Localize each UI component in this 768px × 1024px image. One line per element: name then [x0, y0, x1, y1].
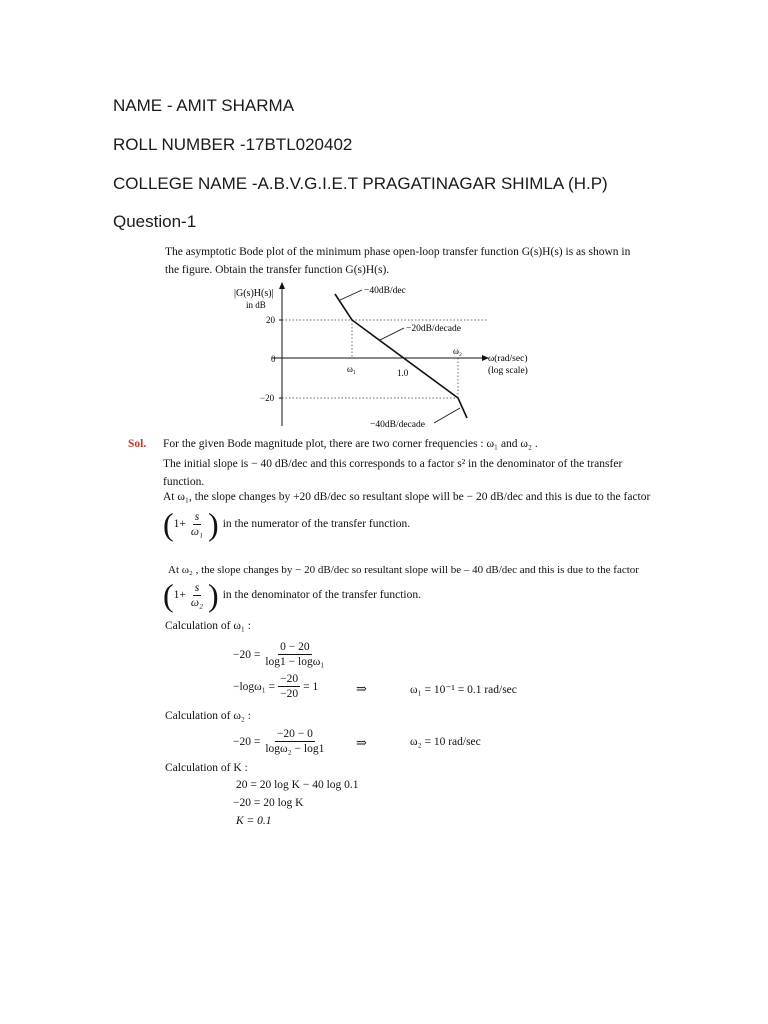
eq3-fraction	[263, 727, 326, 756]
solution-line-5: in the numerator of the transfer function.	[222, 518, 411, 530]
y-tick-0: 0	[271, 354, 276, 364]
eq3-result: ω₂ = 10 rad/sec	[410, 736, 481, 748]
eq1-den: log1 − logω₁	[265, 656, 325, 668]
eq2-fraction	[278, 672, 300, 701]
problem-line-2: the figure. Obtain the transfer function G(s)H(s).	[165, 264, 390, 276]
eq2-den: −20	[280, 688, 299, 700]
college-name: COLLEGE NAME -A.B.V.G.I.E.T PRAGATINAGAR SHIMLA (H.P)	[113, 174, 608, 193]
eq1-fraction	[263, 640, 326, 669]
eq2-implies: ⇒	[356, 681, 367, 696]
solution-line-7: in the denominator of the transfer function.	[222, 589, 422, 601]
factor-one-plus: 1+	[173, 518, 186, 530]
x-tick-w1: ω₁	[347, 364, 357, 374]
k-equation-2: −20 = 20 log K	[233, 797, 304, 809]
solution-line-3: function.	[163, 476, 205, 488]
y-axis-label-line2: in dB	[246, 300, 266, 310]
problem-line-1: The asymptotic Bode plot of the minimum phase open-loop transfer function G(s)H(s) is as shown in	[165, 246, 631, 258]
factor-denominator-term	[163, 577, 422, 613]
eq2-lhs: −logω₁ =	[233, 680, 276, 693]
equation-1	[233, 640, 329, 669]
eq1-lhs: −20 =	[233, 648, 261, 661]
annotation-arrow-1	[340, 290, 362, 300]
paren-left: (	[163, 506, 174, 542]
magnitude-asymptote	[335, 294, 467, 418]
solution-line-1: For the given Bode magnitude plot, there are two corner frequencies : ω₁ and ω₂ .	[163, 438, 538, 450]
annotation-arrow-3	[434, 408, 460, 423]
x-axis-label: ω(rad/sec)	[488, 354, 528, 364]
eq3-den: logω₂ − log1	[265, 743, 325, 755]
y-tick-minus20: −20	[260, 393, 275, 403]
eq3-num: −20 − 0	[276, 728, 313, 740]
paren-right-2: )	[208, 577, 219, 613]
solution-line-4: At ω₁, the slope changes by +20 dB/dec so resultant slope will be − 20 dB/dec and this is due to the factor	[163, 491, 651, 503]
factor2-num: s	[194, 581, 200, 594]
equation-3	[233, 727, 329, 756]
factor-den: ω₁	[190, 525, 204, 538]
factor2-one-plus: 1+	[173, 589, 186, 601]
eq1-num: 0 − 20	[280, 641, 310, 653]
paren-left-2: (	[163, 577, 174, 613]
calc-k-heading: Calculation of K :	[165, 762, 248, 774]
eq3-implies: ⇒	[356, 735, 367, 750]
eq3-lhs: −20 =	[233, 735, 261, 748]
y-axis-label-line1: |G(s)H(s)|	[234, 288, 274, 299]
k-equation-3: K = 0.1	[236, 815, 272, 827]
y-tick-20: 20	[266, 315, 275, 325]
solution-label: Sol.	[128, 438, 147, 450]
question-title: Question-1	[113, 212, 197, 231]
calc-w1-heading: Calculation of ω₁ :	[165, 620, 251, 632]
eq2-num: −20	[280, 673, 299, 685]
annotation-arrow-2	[380, 328, 404, 340]
x-tick-1: 1.0	[397, 368, 409, 378]
paren-right: )	[208, 506, 219, 542]
factor-num: s	[194, 510, 200, 523]
eq2-rhs: = 1	[303, 680, 319, 693]
solution-line-6: At ω₂ , the slope changes by − 20 dB/dec so resultant slope will be – 40 dB/dec and this is due to the factor	[168, 564, 639, 576]
calc-w2-heading: Calculation of ω₂ :	[165, 710, 251, 722]
factor2-fraction	[189, 581, 205, 610]
annotation-final-slope: −40dB/decade	[370, 420, 425, 430]
student-name: NAME - AMIT SHARMA	[113, 96, 295, 115]
annotation-initial-slope: −40dB/dec	[364, 286, 406, 296]
roll-number: ROLL NUMBER -17BTL020402	[113, 135, 353, 154]
eq2-result: ω₁ = 10⁻¹ = 0.1 rad/sec	[410, 684, 517, 696]
factor2-den: ω₂	[190, 596, 204, 609]
factor-fraction	[189, 510, 205, 539]
solution-line-2: The initial slope is − 40 dB/dec and this corresponds to a factor s² in the denominator of the transfer	[163, 458, 623, 470]
k-equation-1: 20 = 20 log K − 40 log 0.1	[236, 779, 359, 791]
y-axis-arrow	[279, 282, 285, 289]
annotation-mid-slope: −20dB/decade	[406, 324, 461, 334]
bode-plot	[230, 280, 550, 430]
equation-2	[233, 672, 318, 701]
x-axis-note: (log scale)	[488, 366, 528, 376]
factor-numerator-term	[163, 506, 411, 542]
x-tick-w2: ω₂	[453, 346, 463, 356]
